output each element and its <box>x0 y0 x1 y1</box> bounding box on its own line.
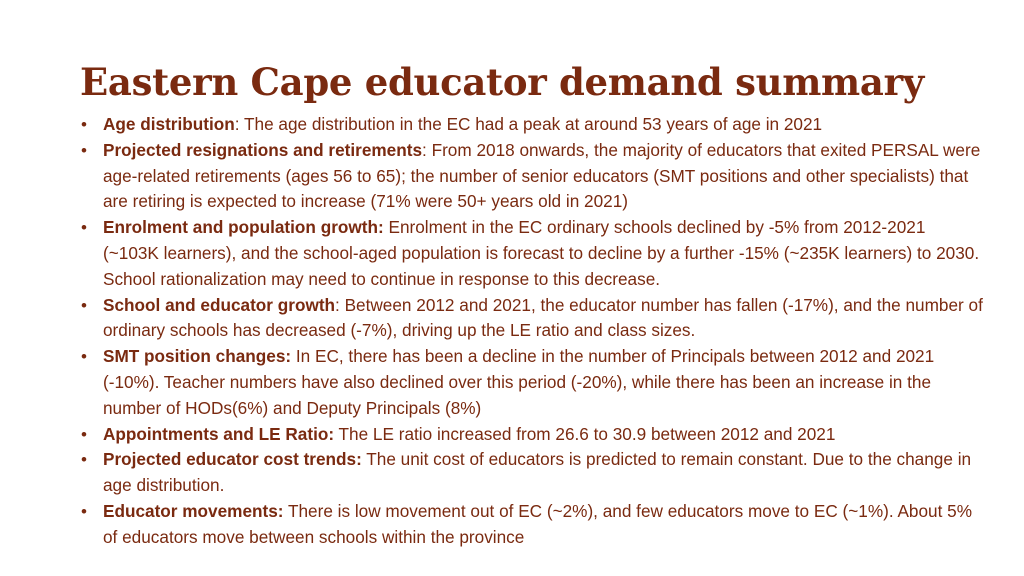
bullet-label: Appointments and LE Ratio: <box>103 423 335 444</box>
bullet-label: Enrolment and population growth: <box>103 217 384 238</box>
bullet-dot-icon: • <box>81 218 87 238</box>
bullet-dot-icon: • <box>81 115 87 134</box>
bullet-text: Enrolment in the EC ordinary schools declined by -5% from 2012-2021 (~103K learners), and the school-aged population is forecast to decline by a further -15% (~235K learners) to 2030. School rationalization may need to continue in response to this decrease. <box>103 217 980 289</box>
bullet-label: School and educator growth <box>103 294 336 315</box>
bullet-age-distribution <box>80 112 985 138</box>
bullet-dot-icon: • <box>81 347 87 367</box>
bullet-smt-position-changes <box>80 344 985 421</box>
bullet-dot-icon: • <box>81 450 87 470</box>
bullet-dot-icon: • <box>81 424 87 444</box>
bullet-text: There is low movement out of EC (~2%), and few educators move to EC (~1%). About 5% of educators move between schools within the province <box>103 500 972 547</box>
bullet-text: : The age distribution in the EC had a peak at around 53 years of age in 2021 <box>234 114 823 134</box>
bullet-enrolment-population <box>80 215 985 292</box>
bullet-label: Age distribution <box>103 114 235 134</box>
bullet-text: In EC, there has been a decline in the number of Principals between 2012 and 2021 (-10%). Teacher numbers have also declined over this period (-20%), while there has been an increase in the number of HODs(6%) and Deputy Principals (8%) <box>103 346 935 418</box>
bullet-text: : Between 2012 and 2021, the educator number has fallen (-17%), and the number of ordinary schools has decreased (-7%), driving up the LE ratio and class sizes. <box>103 294 983 341</box>
slide-title: Eastern Cape educator demand summary <box>80 60 924 104</box>
bullet-appointments-le-ratio <box>80 422 985 448</box>
bullet-text: The LE ratio increased from 26.6 to 30.9 between 2012 and 2021 <box>334 423 836 444</box>
bullet-label: Educator movements: <box>103 500 284 521</box>
bullet-educator-cost-trends <box>80 447 985 499</box>
bullet-school-educator-growth <box>80 293 985 345</box>
bullet-label: Projected educator cost trends: <box>103 449 362 470</box>
bullet-resignations-retirements <box>80 138 985 215</box>
bullet-dot-icon: • <box>81 501 87 521</box>
bullet-text: The unit cost of educators is predicted to remain constant. Due to the change in age distribution. <box>103 449 972 496</box>
bullet-text: : From 2018 onwards, the majority of educators that exited PERSAL were age-related retirements (ages 56 to 65); the number of senior educators (SMT positions and other specialists) that are retiring is expected to increase (71% were 50+ years old in 2021) <box>103 139 981 212</box>
bullet-label: Projected resignations and retirements <box>103 139 423 160</box>
bullet-list <box>80 112 985 551</box>
bullet-dot-icon: • <box>81 140 87 160</box>
bullet-dot-icon: • <box>81 295 87 315</box>
bullet-label: SMT position changes: <box>103 346 292 367</box>
bullet-educator-movements <box>80 499 985 551</box>
